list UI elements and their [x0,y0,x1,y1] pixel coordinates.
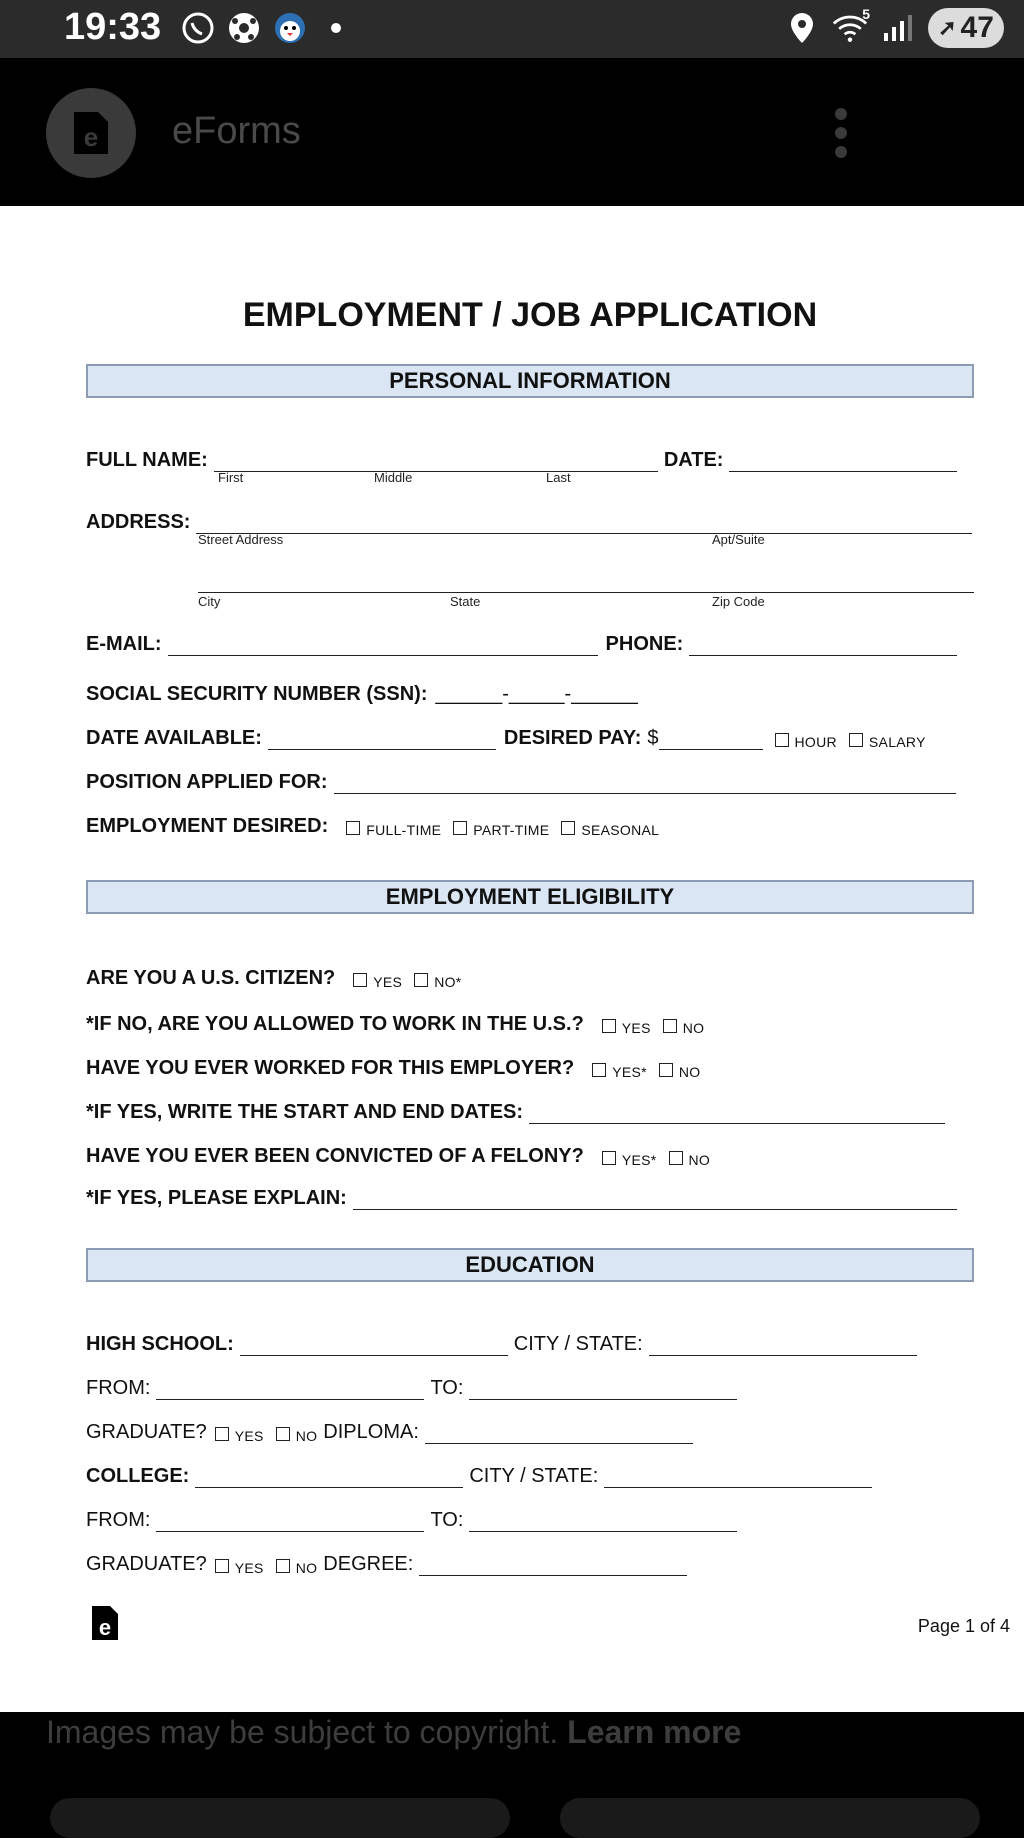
full-name-label: FULL NAME: [86,449,208,471]
battery-level: 47 [960,11,994,44]
hs-to-line [469,1377,737,1400]
allowed-work-row [86,1008,704,1036]
signal-icon [880,10,916,46]
notification-icons [180,10,354,46]
employment-desired-label: EMPLOYMENT DESIRED: [86,815,329,837]
full-name-row [86,444,957,472]
citizen-yes-option: YES [373,974,403,990]
first-caption: First [218,470,244,485]
felony-yes-option: YES* [621,1152,657,1168]
hs-graduate-no-option: NO [295,1428,318,1444]
college-to-line [469,1509,737,1532]
phone-label: PHONE: [605,633,684,655]
section-employment-eligibility: EMPLOYMENT ELIGIBILITY [86,880,974,914]
college-graduate-yes-option: YES [234,1560,264,1576]
high-school-line [240,1333,508,1356]
college-from-label: FROM: [86,1509,151,1531]
notification-dot-icon [318,10,354,46]
employment-desired-row [86,810,659,838]
worked-before-question: HAVE YOU EVER WORKED FOR THIS EMPLOYER? [86,1057,575,1079]
worked-yes-option: YES* [612,1064,647,1080]
explain-line [353,1187,957,1210]
status-bar [0,0,1024,58]
location-icon [784,10,820,46]
citizen-no-option: NO* [434,974,462,990]
hs-graduate-yes-checkbox[interactable] [215,1427,229,1441]
felony-no-option: NO [688,1152,711,1168]
page-number: Page 1 of 4 [917,1616,1010,1636]
diploma-label: DIPLOMA: [323,1421,419,1443]
eforms-logo-icon[interactable] [46,88,136,178]
document-title: EMPLOYMENT / JOB APPLICATION [242,296,818,334]
citizen-yes-checkbox[interactable] [353,973,367,987]
hs-graduate-label: GRADUATE? [86,1421,207,1443]
pay-prefix: $ [647,727,659,749]
allowed-no-checkbox[interactable] [663,1019,677,1033]
state-caption: State [450,594,481,609]
college-graduate-yes-checkbox[interactable] [215,1559,229,1573]
start-end-dates-line [529,1101,945,1124]
seasonal-checkbox[interactable] [561,821,575,835]
city-caption: City [198,594,221,609]
zip-caption: Zip Code [712,594,765,609]
address-label: ADDRESS: [86,511,191,533]
salary-option: SALARY [868,734,926,750]
hs-graduate-row [86,1416,693,1444]
explain-question: *IF YES, PLEASE EXPLAIN: [86,1187,347,1209]
hour-option: HOUR [794,734,837,750]
college-row [86,1460,872,1488]
penguin-app-icon [272,10,308,46]
wifi-icon [832,6,870,46]
section-personal-information: PERSONAL INFORMATION [86,364,974,398]
hs-graduate-no-checkbox[interactable] [276,1427,290,1441]
start-end-dates-question: *IF YES, WRITE THE START AND END DATES: [86,1101,524,1123]
phone-line [689,633,957,656]
copyright-notice [46,1712,741,1752]
full-time-checkbox[interactable] [346,821,360,835]
eforms-footer-logo-icon [90,1604,120,1642]
desired-pay-line [659,727,763,750]
app-title: eForms [172,110,301,152]
more-options-icon[interactable] [826,108,856,158]
degree-label: DEGREE: [323,1553,414,1575]
address-line [196,511,972,534]
document-preview[interactable] [0,206,1024,1712]
part-time-checkbox[interactable] [453,821,467,835]
full-name-line [214,449,658,472]
felony-row [86,1140,710,1168]
salary-checkbox[interactable] [849,733,863,747]
bottom-action-left[interactable] [50,1798,510,1838]
hs-to-label: TO: [430,1377,464,1399]
wifi-badge: 5 [862,6,870,22]
college-line [195,1465,463,1488]
felony-yes-checkbox[interactable] [602,1151,616,1165]
college-city-state-label: CITY / STATE: [469,1465,599,1487]
hs-from-label: FROM: [86,1377,151,1399]
date-line [729,449,957,472]
date-available-label: DATE AVAILABLE: [86,727,262,749]
full-time-option: FULL-TIME [366,822,442,838]
citizen-row [86,962,462,990]
explain-row [86,1182,957,1210]
college-to-label: TO: [430,1509,464,1531]
copyright-text: Images may be subject to copyright. [46,1714,559,1750]
hour-checkbox[interactable] [775,733,789,747]
college-from-line [156,1509,424,1532]
email-label: E-MAIL: [86,633,162,655]
app-bar [0,58,1024,206]
battery-saver-icon: ➚ [938,15,957,40]
position-label: POSITION APPLIED FOR: [86,771,328,793]
citizen-no-checkbox[interactable] [414,973,428,987]
college-graduate-label: GRADUATE? [86,1553,207,1575]
college-graduate-row [86,1548,687,1576]
ssn-row [86,678,638,706]
citizen-question: ARE YOU A U.S. CITIZEN? [86,967,336,989]
hs-from-line [156,1377,424,1400]
college-graduate-no-option: NO [295,1560,318,1576]
worked-yes-checkbox[interactable] [592,1063,606,1077]
address-row [86,506,972,534]
hs-from-row [86,1372,737,1400]
worked-before-row [86,1052,700,1080]
high-school-label: HIGH SCHOOL: [86,1333,234,1355]
desired-pay-label: DESIRED PAY: [503,727,642,749]
college-city-state-line [604,1465,872,1488]
start-end-dates-row [86,1096,945,1124]
seasonal-option: SEASONAL [581,822,660,838]
status-time: 19:33 [64,6,162,48]
last-caption: Last [546,470,571,485]
hs-city-state-label: CITY / STATE: [513,1333,643,1355]
allowed-yes-option: YES [621,1020,651,1036]
felony-question: HAVE YOU EVER BEEN CONVICTED OF A FELONY? [86,1145,584,1167]
allowed-work-question: *IF NO, ARE YOU ALLOWED TO WORK IN THE U.S.? [86,1013,584,1035]
high-school-row [86,1328,917,1356]
college-graduate-no-checkbox[interactable] [276,1559,290,1573]
felony-no-checkbox[interactable] [669,1151,683,1165]
battery-indicator [928,8,1004,48]
allowed-no-option: NO [682,1020,705,1036]
degree-line [419,1553,687,1576]
date-label: DATE: [663,449,724,471]
worked-no-checkbox[interactable] [659,1063,673,1077]
street-caption: Street Address [198,532,284,547]
allowed-yes-checkbox[interactable] [602,1019,616,1033]
apt-caption: Apt/Suite [712,532,765,547]
whatsapp-icon [180,10,216,46]
svg-text:e: e [83,122,99,152]
hs-graduate-yes-option: YES [234,1428,264,1444]
ssn-blank: ______-_____-______ [435,683,638,705]
bottom-action-right[interactable] [560,1798,980,1838]
worked-no-option: NO [678,1064,701,1080]
email-row [86,628,957,656]
hs-city-state-line [649,1333,917,1356]
part-time-option: PART-TIME [473,822,550,838]
learn-more-link[interactable]: Learn more [567,1714,742,1750]
section-education: EDUCATION [86,1248,974,1282]
middle-caption: Middle [374,470,413,485]
position-line [334,771,956,794]
date-available-row [86,722,926,750]
system-icons [784,8,1004,48]
college-label: COLLEGE: [86,1465,190,1487]
date-available-line [268,727,496,750]
position-row [86,766,956,794]
ssn-label: SOCIAL SECURITY NUMBER (SSN): [86,683,428,705]
svg-text:e: e [98,1615,112,1640]
soccer-ball-icon [226,10,262,46]
diploma-line [425,1421,693,1444]
college-from-row [86,1504,737,1532]
email-line [168,633,598,656]
address-line-2 [198,570,974,593]
